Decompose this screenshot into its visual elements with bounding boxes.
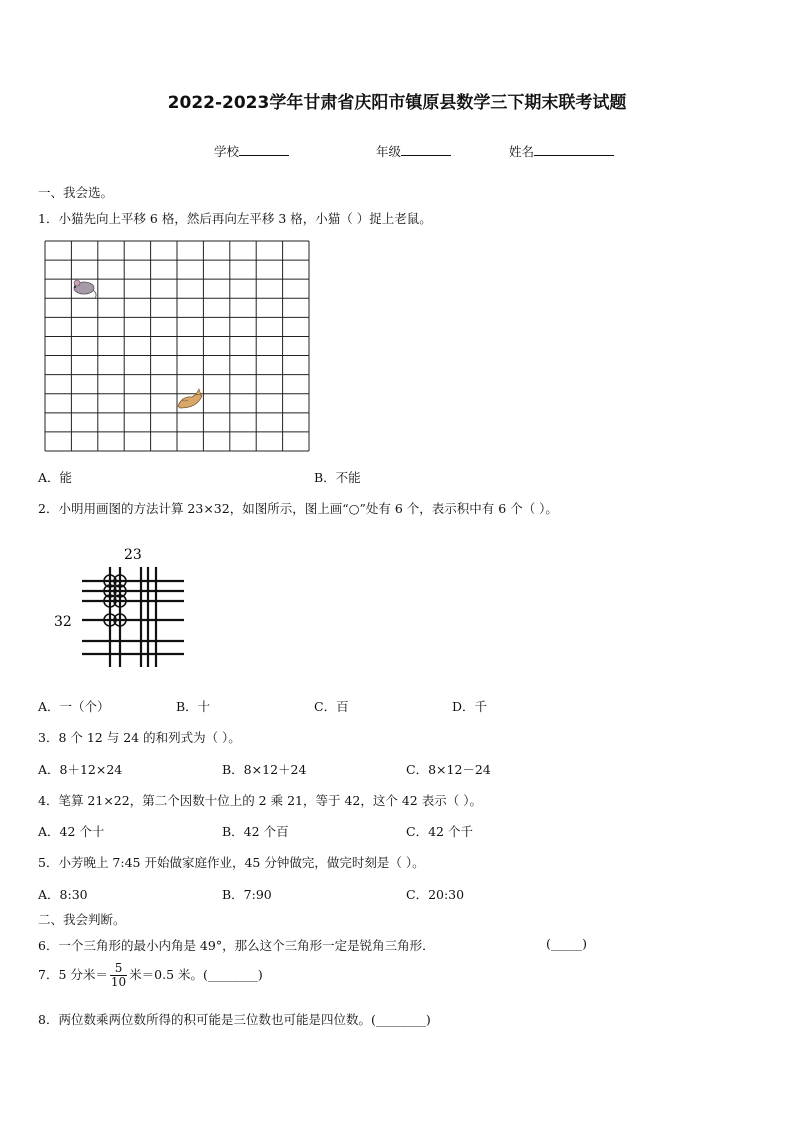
q2-label-left: 32 <box>54 614 72 630</box>
cat-icon <box>178 389 202 408</box>
q5-option-a[interactable]: A．8:30 <box>38 887 88 902</box>
q4-option-a[interactable]: A．42 个十 <box>38 824 105 839</box>
q2-line-diagram <box>52 543 192 676</box>
q1-grid-svg <box>44 240 310 452</box>
q2-option-d[interactable]: D．千 <box>452 699 488 714</box>
question-2-text: 2．小明用画图的方法计算 23×32，如图所示，图上画“○”处有 6 个，表示积中有 6 个（ ）。 <box>38 501 558 516</box>
q6-answer-blank[interactable]: (_____) <box>546 936 588 951</box>
question-5-text: 5．小芳晚上 7:45 开始做家庭作业，45 分钟做完，做完时刻是（ ）。 <box>38 855 425 870</box>
q4-option-c[interactable]: C．42 个千 <box>406 824 473 839</box>
question-1-text: 1．小猫先向上平移 6 格，然后再向左平移 3 格，小猫（ ）捉上老鼠。 <box>38 211 432 226</box>
q4-option-b[interactable]: B．42 个百 <box>222 824 289 839</box>
page-title: 2022-2023学年甘肃省庆阳市镇原县数学三下期末联考试题 <box>167 93 627 113</box>
mouse-icon <box>74 280 96 298</box>
q7-fraction <box>110 962 127 989</box>
q2-option-a[interactable]: A．一（个） <box>38 699 110 714</box>
school-field <box>214 142 289 160</box>
q5-option-b[interactable]: B．7:90 <box>222 887 272 902</box>
q1-option-a[interactable]: A．能 <box>38 470 73 485</box>
q5-option-c[interactable]: C．20:30 <box>406 887 465 902</box>
q3-option-b[interactable]: B．8×12＋24 <box>222 762 307 777</box>
q2-option-c[interactable]: C．百 <box>314 699 349 714</box>
q3-option-a[interactable]: A．8＋12×24 <box>38 762 123 777</box>
question-7 <box>38 962 263 989</box>
question-3-text: 3．8 个 12 与 24 的和列式为（ ）。 <box>38 730 241 745</box>
grade-label: 年级 <box>376 144 402 159</box>
q7-numerator: 5 <box>110 962 127 976</box>
school-label: 学校 <box>214 144 240 159</box>
grid-lines <box>45 241 309 451</box>
q7-suffix[interactable]: 米＝0.5 米。(________) <box>129 967 263 982</box>
school-blank[interactable] <box>239 143 289 156</box>
q1-grid-figure <box>44 240 310 455</box>
q2-diagram-svg <box>52 543 192 673</box>
section-heading-choice: 一、我会选。 <box>38 185 114 200</box>
grade-field <box>376 142 451 160</box>
q2-label-top: 23 <box>124 547 142 563</box>
q7-prefix: 7．5 分米＝ <box>38 967 108 982</box>
q1-option-b[interactable]: B．不能 <box>314 470 361 485</box>
question-4-text: 4．笔算 21×22，第二个因数十位上的 2 乘 21，等于 42，这个 42 表示（ ）。 <box>38 793 482 808</box>
grade-blank[interactable] <box>401 143 451 156</box>
question-8-text: 8．两位数乘两位数所得的积可能是三位数也可能是四位数。(________) <box>38 1012 431 1027</box>
q3-option-c[interactable]: C．8×12－24 <box>406 762 491 777</box>
q7-denominator: 10 <box>110 975 127 989</box>
question-6-text: 6．一个三角形的最小内角是 49°，那么这个三角形一定是锐角三角形． <box>38 938 435 953</box>
section-heading-judge: 二、我会判断。 <box>38 912 126 927</box>
name-blank[interactable] <box>534 143 614 156</box>
q2-option-b[interactable]: B．十 <box>176 699 211 714</box>
horizontal-lines <box>82 581 184 654</box>
name-field <box>509 142 614 160</box>
name-label: 姓名 <box>509 144 535 159</box>
